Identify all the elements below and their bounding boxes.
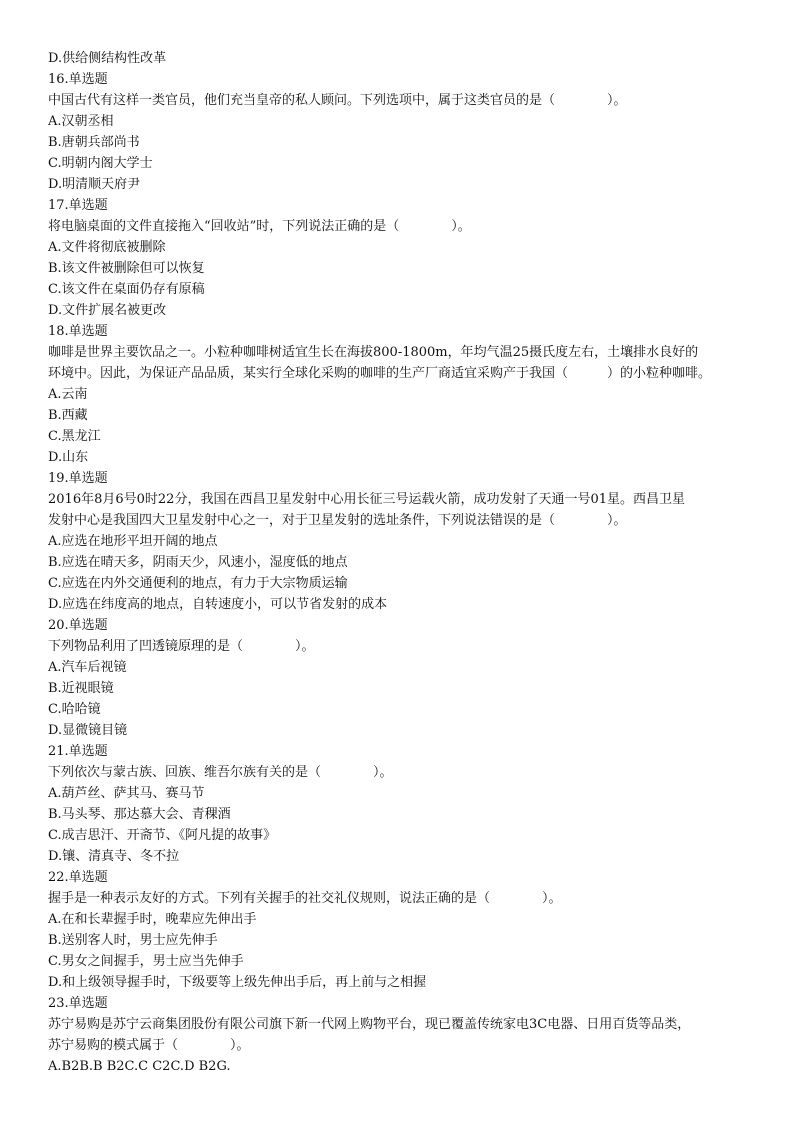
answer-option: D.镶、清真寺、冬不拉 <box>48 849 180 864</box>
question-stem: 下列依次与蒙古族、回族、维吾尔族有关的是（ ）。 <box>48 765 393 780</box>
answer-option: C.黑龙江 <box>48 429 101 444</box>
answer-option: D.山东 <box>48 450 89 465</box>
question-block <box>48 741 760 867</box>
question-block <box>48 69 760 195</box>
question-list <box>48 69 760 1077</box>
answer-option: C.明朝内阁大学士 <box>48 156 153 171</box>
question-header: 16.单选题 <box>48 72 108 87</box>
question-header: 20.单选题 <box>48 618 108 633</box>
question-header: 21.单选题 <box>48 744 108 759</box>
answer-option: C.成吉思汗、开斋节、《阿凡提的故事》 <box>48 828 277 843</box>
answer-option: A.汉朝丞相 <box>48 114 114 129</box>
question-stem: 中国古代有这样一类官员，他们充当皇帝的私人顾问。下列选项中，属于这类官员的是（ ）。 <box>48 93 627 108</box>
answer-option: C.该文件在桌面仍存有原稿 <box>48 282 205 297</box>
question-header: 18.单选题 <box>48 324 108 339</box>
question-stem: 苏宁易购的模式属于（ ）。 <box>48 1038 250 1053</box>
question-stem: 苏宁易购是苏宁云商集团股份有限公司旗下新一代网上购物平台，现已覆盖传统家电3C电器、日用百货等品类， <box>48 1017 691 1032</box>
answer-option: C.应选在内外交通便利的地点，有力于大宗物质运输 <box>48 576 348 591</box>
answer-option: B.唐朝兵部尚书 <box>48 135 140 150</box>
answer-option: D.显微镜目镜 <box>48 723 128 738</box>
answer-option: A.文件将彻底被删除 <box>48 240 166 255</box>
document-page <box>48 48 760 1077</box>
question-block <box>48 867 760 993</box>
answer-option: C.哈哈镜 <box>48 702 101 717</box>
answer-option: B.应选在晴天多，阴雨天少，风速小，湿度低的地点 <box>48 555 348 570</box>
question-header: 23.单选题 <box>48 996 108 1011</box>
question-block <box>48 615 760 741</box>
answer-option: B.马头琴、那达慕大会、青稞酒 <box>48 807 231 822</box>
answer-option: A.B2B.B B2C.C C2C.D B2G. <box>48 1059 231 1074</box>
leading-option: D.供给侧结构性改革 <box>48 51 167 66</box>
answer-option: D.和上级领导握手时，下级要等上级先伸出手后，再上前与之相握 <box>48 975 427 990</box>
question-header: 17.单选题 <box>48 198 108 213</box>
question-stem: 环境中。因此，为保证产品品质，某实行全球化采购的咖啡的生产厂商适宜采购产于我国（ ）的小粒种咖啡。 <box>48 366 712 381</box>
question-block <box>48 195 760 321</box>
question-block <box>48 468 760 615</box>
question-block <box>48 993 760 1077</box>
answer-option: A.云南 <box>48 387 88 402</box>
answer-option: A.应选在地形平坦开阔的地点 <box>48 534 218 549</box>
answer-option: B.西藏 <box>48 408 88 423</box>
question-header: 19.单选题 <box>48 471 108 486</box>
question-block <box>48 321 760 468</box>
answer-option: A.葫芦丝、萨其马、赛马节 <box>48 786 205 801</box>
answer-option: A.汽车后视镜 <box>48 660 127 675</box>
answer-option: B.送别客人时，男士应先伸手 <box>48 933 218 948</box>
answer-option: C.男女之间握手，男士应当先伸手 <box>48 954 244 969</box>
question-header: 22.单选题 <box>48 870 108 885</box>
answer-option: D.应选在纬度高的地点，自转速度小，可以节省发射的成本 <box>48 597 388 612</box>
answer-option: B.近视眼镜 <box>48 681 114 696</box>
question-stem: 发射中心是我国四大卫星发射中心之一，对于卫星发射的选址条件，下列说法错误的是（ ）。 <box>48 513 627 528</box>
question-stem: 握手是一种表示友好的方式。下列有关握手的社交礼仪规则，说法正确的是（ ）。 <box>48 891 562 906</box>
answer-option: B.该文件被删除但可以恢复 <box>48 261 205 276</box>
answer-option: D.文件扩展名被更改 <box>48 303 167 318</box>
question-stem: 2016年8月6号0时22分，我国在西昌卫星发射中心用长征三号运载火箭，成功发射了天通一号01星。西昌卫星 <box>48 492 685 507</box>
answer-option: D.明清顺天府尹 <box>48 177 141 192</box>
question-stem: 咖啡是世界主要饮品之一。小粒种咖啡树适宜生长在海拔800-1800m，年均气温25摄氏度左右，土壤排水良好的 <box>48 345 699 360</box>
question-stem: 下列物品利用了凹透镜原理的是（ ）。 <box>48 639 315 654</box>
answer-option: A.在和长辈握手时，晚辈应先伸出手 <box>48 912 257 927</box>
question-stem: 将电脑桌面的文件直接拖入“回收站”时，下列说法正确的是（ ）。 <box>48 219 471 234</box>
